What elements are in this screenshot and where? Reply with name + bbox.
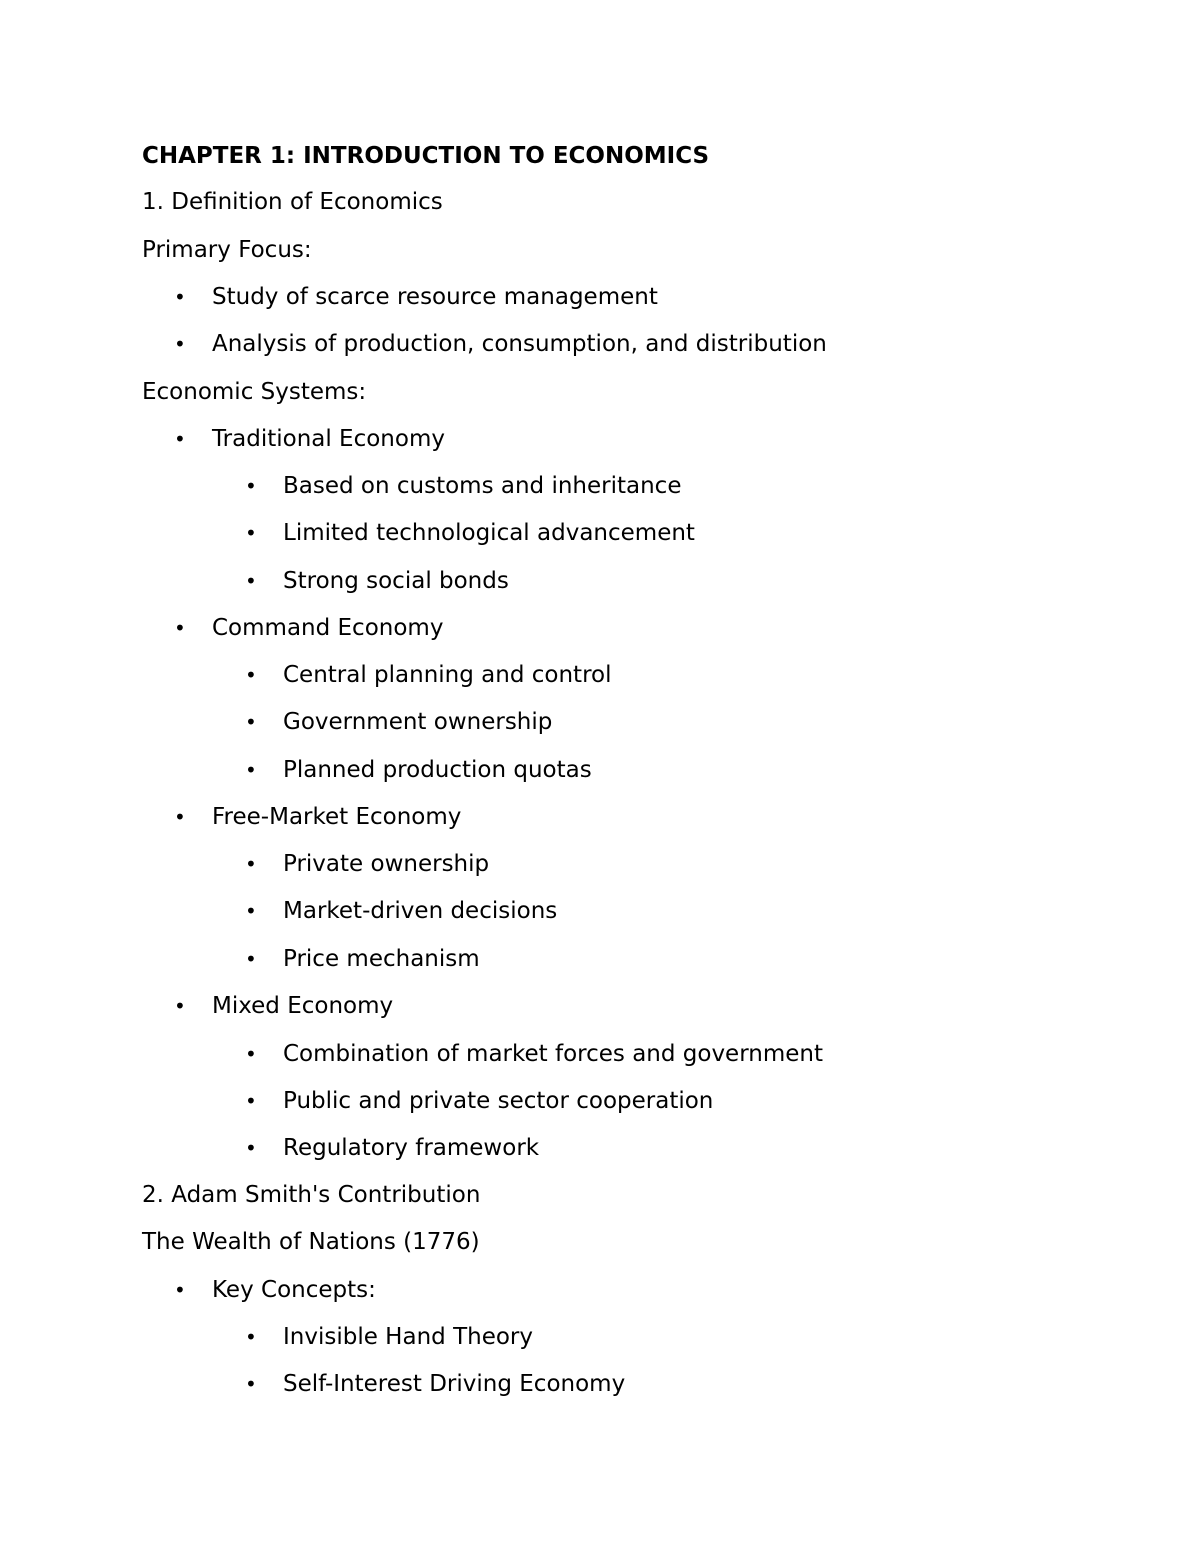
system-name: Free-Market Economy: [212, 804, 462, 830]
list-item: Planned production quotas: [283, 757, 592, 783]
bullet-icon: •: [245, 1042, 257, 1066]
bullet-icon: •: [174, 1278, 186, 1302]
list-item: Combination of market forces and government: [283, 1041, 823, 1067]
list-item: Based on customs and inheritance: [283, 473, 682, 499]
system-name: Mixed Economy: [212, 993, 394, 1019]
list-item: Public and private sector cooperation: [283, 1088, 714, 1114]
system-name: Traditional Economy: [212, 426, 445, 452]
list-item: Analysis of production, consumption, and distribution: [212, 331, 827, 357]
bullet-icon: •: [245, 710, 257, 734]
bullet-icon: •: [245, 569, 257, 593]
list-item: Price mechanism: [283, 946, 480, 972]
list-item: Government ownership: [283, 709, 553, 735]
list-item: Central planning and control: [283, 662, 612, 688]
bullet-icon: •: [245, 1325, 257, 1349]
bullet-icon: •: [174, 285, 186, 309]
bullet-icon: •: [245, 1136, 257, 1160]
bullet-icon: •: [245, 758, 257, 782]
bullet-icon: •: [245, 947, 257, 971]
bullet-icon: •: [174, 332, 186, 356]
section-heading-definition: 1. Definition of Economics: [142, 189, 443, 215]
list-item: Private ownership: [283, 851, 490, 877]
bullet-icon: •: [174, 994, 186, 1018]
list-item: Strong social bonds: [283, 568, 509, 594]
bullet-icon: •: [245, 1089, 257, 1113]
economic-systems-label: Economic Systems:: [142, 379, 367, 405]
list-item: Limited technological advancement: [283, 520, 695, 546]
primary-focus-label: Primary Focus:: [142, 237, 312, 263]
list-item: Market-driven decisions: [283, 898, 558, 924]
list-item: Invisible Hand Theory: [283, 1324, 533, 1350]
bullet-icon: •: [245, 1372, 257, 1396]
bullet-icon: •: [245, 521, 257, 545]
bullet-icon: •: [245, 474, 257, 498]
list-item: Study of scarce resource management: [212, 284, 658, 310]
bullet-icon: •: [245, 852, 257, 876]
system-name: Command Economy: [212, 615, 444, 641]
bullet-icon: •: [245, 899, 257, 923]
list-item: Regulatory framework: [283, 1135, 540, 1161]
bullet-icon: •: [174, 616, 186, 640]
list-item: Self-Interest Driving Economy: [283, 1371, 626, 1397]
bullet-icon: •: [245, 663, 257, 687]
book-title: The Wealth of Nations (1776): [142, 1229, 480, 1255]
chapter-title: CHAPTER 1: INTRODUCTION TO ECONOMICS: [142, 143, 710, 169]
section-heading-adam-smith: 2. Adam Smith's Contribution: [142, 1182, 481, 1208]
key-concepts-label: Key Concepts:: [212, 1277, 376, 1303]
bullet-icon: •: [174, 427, 186, 451]
bullet-icon: •: [174, 805, 186, 829]
